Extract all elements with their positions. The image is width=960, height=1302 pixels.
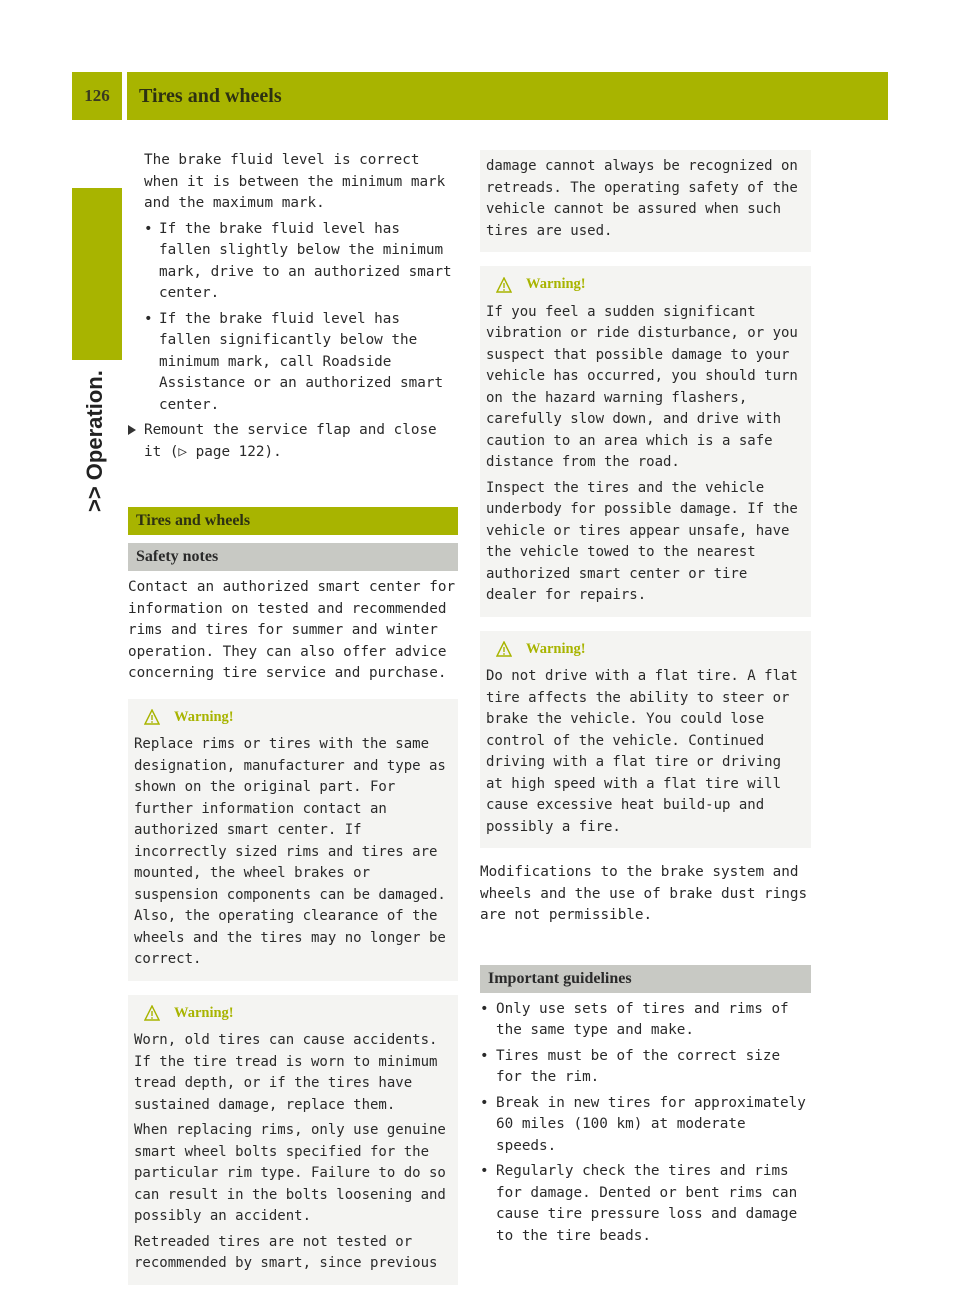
side-tab-label: >> Operation. [82, 370, 107, 512]
warning-label: Warning! [174, 708, 234, 725]
warning-text: Do not drive with a flat tire. A flat tire affects the ability to steer or brake the vehicle. You could lose control of the vehicle. Continued driving with a flat tire or driving at high speed with a flat tire will cause excessive heat build-up and possibly a fire. [486, 668, 798, 835]
warning-triangle-icon [144, 709, 160, 725]
warning-text: If you feel a sudden significant vibration or ride disturbance, or you suspect that possible damage to your vehicle has occurred, you should turn on the hazard warning flashers, carefully slow down, and drive with caution to an area which is a safe distance from the road. [486, 303, 798, 470]
left-column [128, 150, 458, 1299]
section-title: Tires and wheels [128, 507, 458, 535]
warning-text: damage cannot always be recognized on retreads. The operating safety of the vehicle cannot be assured when such tires are used. [486, 158, 798, 239]
bullet-dot-icon: • [480, 1047, 489, 1064]
warning-box [128, 995, 458, 1285]
warning-triangle-icon [144, 1005, 160, 1021]
subsection-title: Safety notes [128, 543, 458, 571]
warning-text: Retreaded tires are not tested or recommended by smart, since previous [134, 1233, 438, 1271]
warning-text: When replacing rims, only use genuine smart wheel bolts specified for the particular rim type. Failure to do so can result in the bolts loosening and possibly an accident. [134, 1122, 446, 1224]
warning-triangle-icon [496, 641, 512, 657]
list-item: • If the brake fluid level has fallen slightly below the minimum mark, drive to an authorized smart center. [144, 220, 452, 301]
instruction-step: Remount the service flap and close it (▷ page 122). [128, 420, 458, 463]
warning-label: Warning! [174, 1004, 234, 1021]
list-item: • Regularly check the tires and rims for damage. Dented or bent rims can cause tire pressure loss and damage to the tire beads. [480, 1163, 798, 1244]
page-header-title: Tires and wheels [127, 72, 888, 120]
warning-label: Warning! [526, 640, 586, 657]
brake-fluid-intro: The brake fluid level is correct when it is between the minimum mark and the maximum mark. [144, 152, 446, 211]
warning-box-continued [480, 150, 811, 252]
bullet-dot-icon: • [144, 220, 153, 237]
warning-box [480, 266, 811, 617]
warning-text: Inspect the tires and the vehicle underbody for possible damage. If the vehicle or tires appear unsafe, have the vehicle towed to the nearest authorized smart center or tire dealer for repairs. [486, 479, 798, 603]
subsection-title: Important guidelines [480, 965, 811, 993]
bullet-dot-icon: • [480, 1094, 489, 1111]
warning-text: Replace rims or tires with the same designation, manufacturer and type as shown on the original part. For further information contact an authorized smart center. If incorrectly sized rims and tires are mounted, the wheel brakes or suspension components can be damaged. Also, the operating clearance of the wheels and the tires may no longer be correct. [134, 736, 446, 967]
list-item: • Break in new tires for approximately 60 miles (100 km) at moderate speeds. [480, 1094, 806, 1154]
modifications-text: Modifications to the brake system and wheels and the use of brake dust rings are not permissible. [480, 864, 808, 923]
bullet-dot-icon: • [144, 310, 153, 327]
warning-box [480, 631, 811, 849]
safety-notes-text: Contact an authorized smart center for information on tested and recommended rims and tires for summer and winter operation. They can also offer advice concerning tire service and purchase. [128, 579, 456, 681]
list-item: • Tires must be of the correct size for the rim. [480, 1047, 781, 1085]
list-item: • Only use sets of tires and rims of the same type and make. [480, 1000, 789, 1038]
list-item: • If the brake fluid level has fallen significantly below the minimum mark, call Roadside Assistance or an authorized smart center. [144, 310, 444, 413]
right-column [480, 150, 811, 1251]
step-arrow-icon [128, 425, 136, 435]
bullet-dot-icon: • [480, 1000, 489, 1017]
warning-label: Warning! [526, 276, 586, 292]
warning-triangle-icon [496, 277, 512, 293]
warning-box [128, 699, 458, 981]
page-number: 126 [72, 72, 122, 120]
warning-text: Worn, old tires can cause accidents. If the tire tread is worn to minimum tread depth, or if the tires have sustained damage, replace them. [134, 1032, 438, 1113]
bullet-dot-icon: • [480, 1163, 489, 1179]
side-tab-block [72, 188, 122, 360]
